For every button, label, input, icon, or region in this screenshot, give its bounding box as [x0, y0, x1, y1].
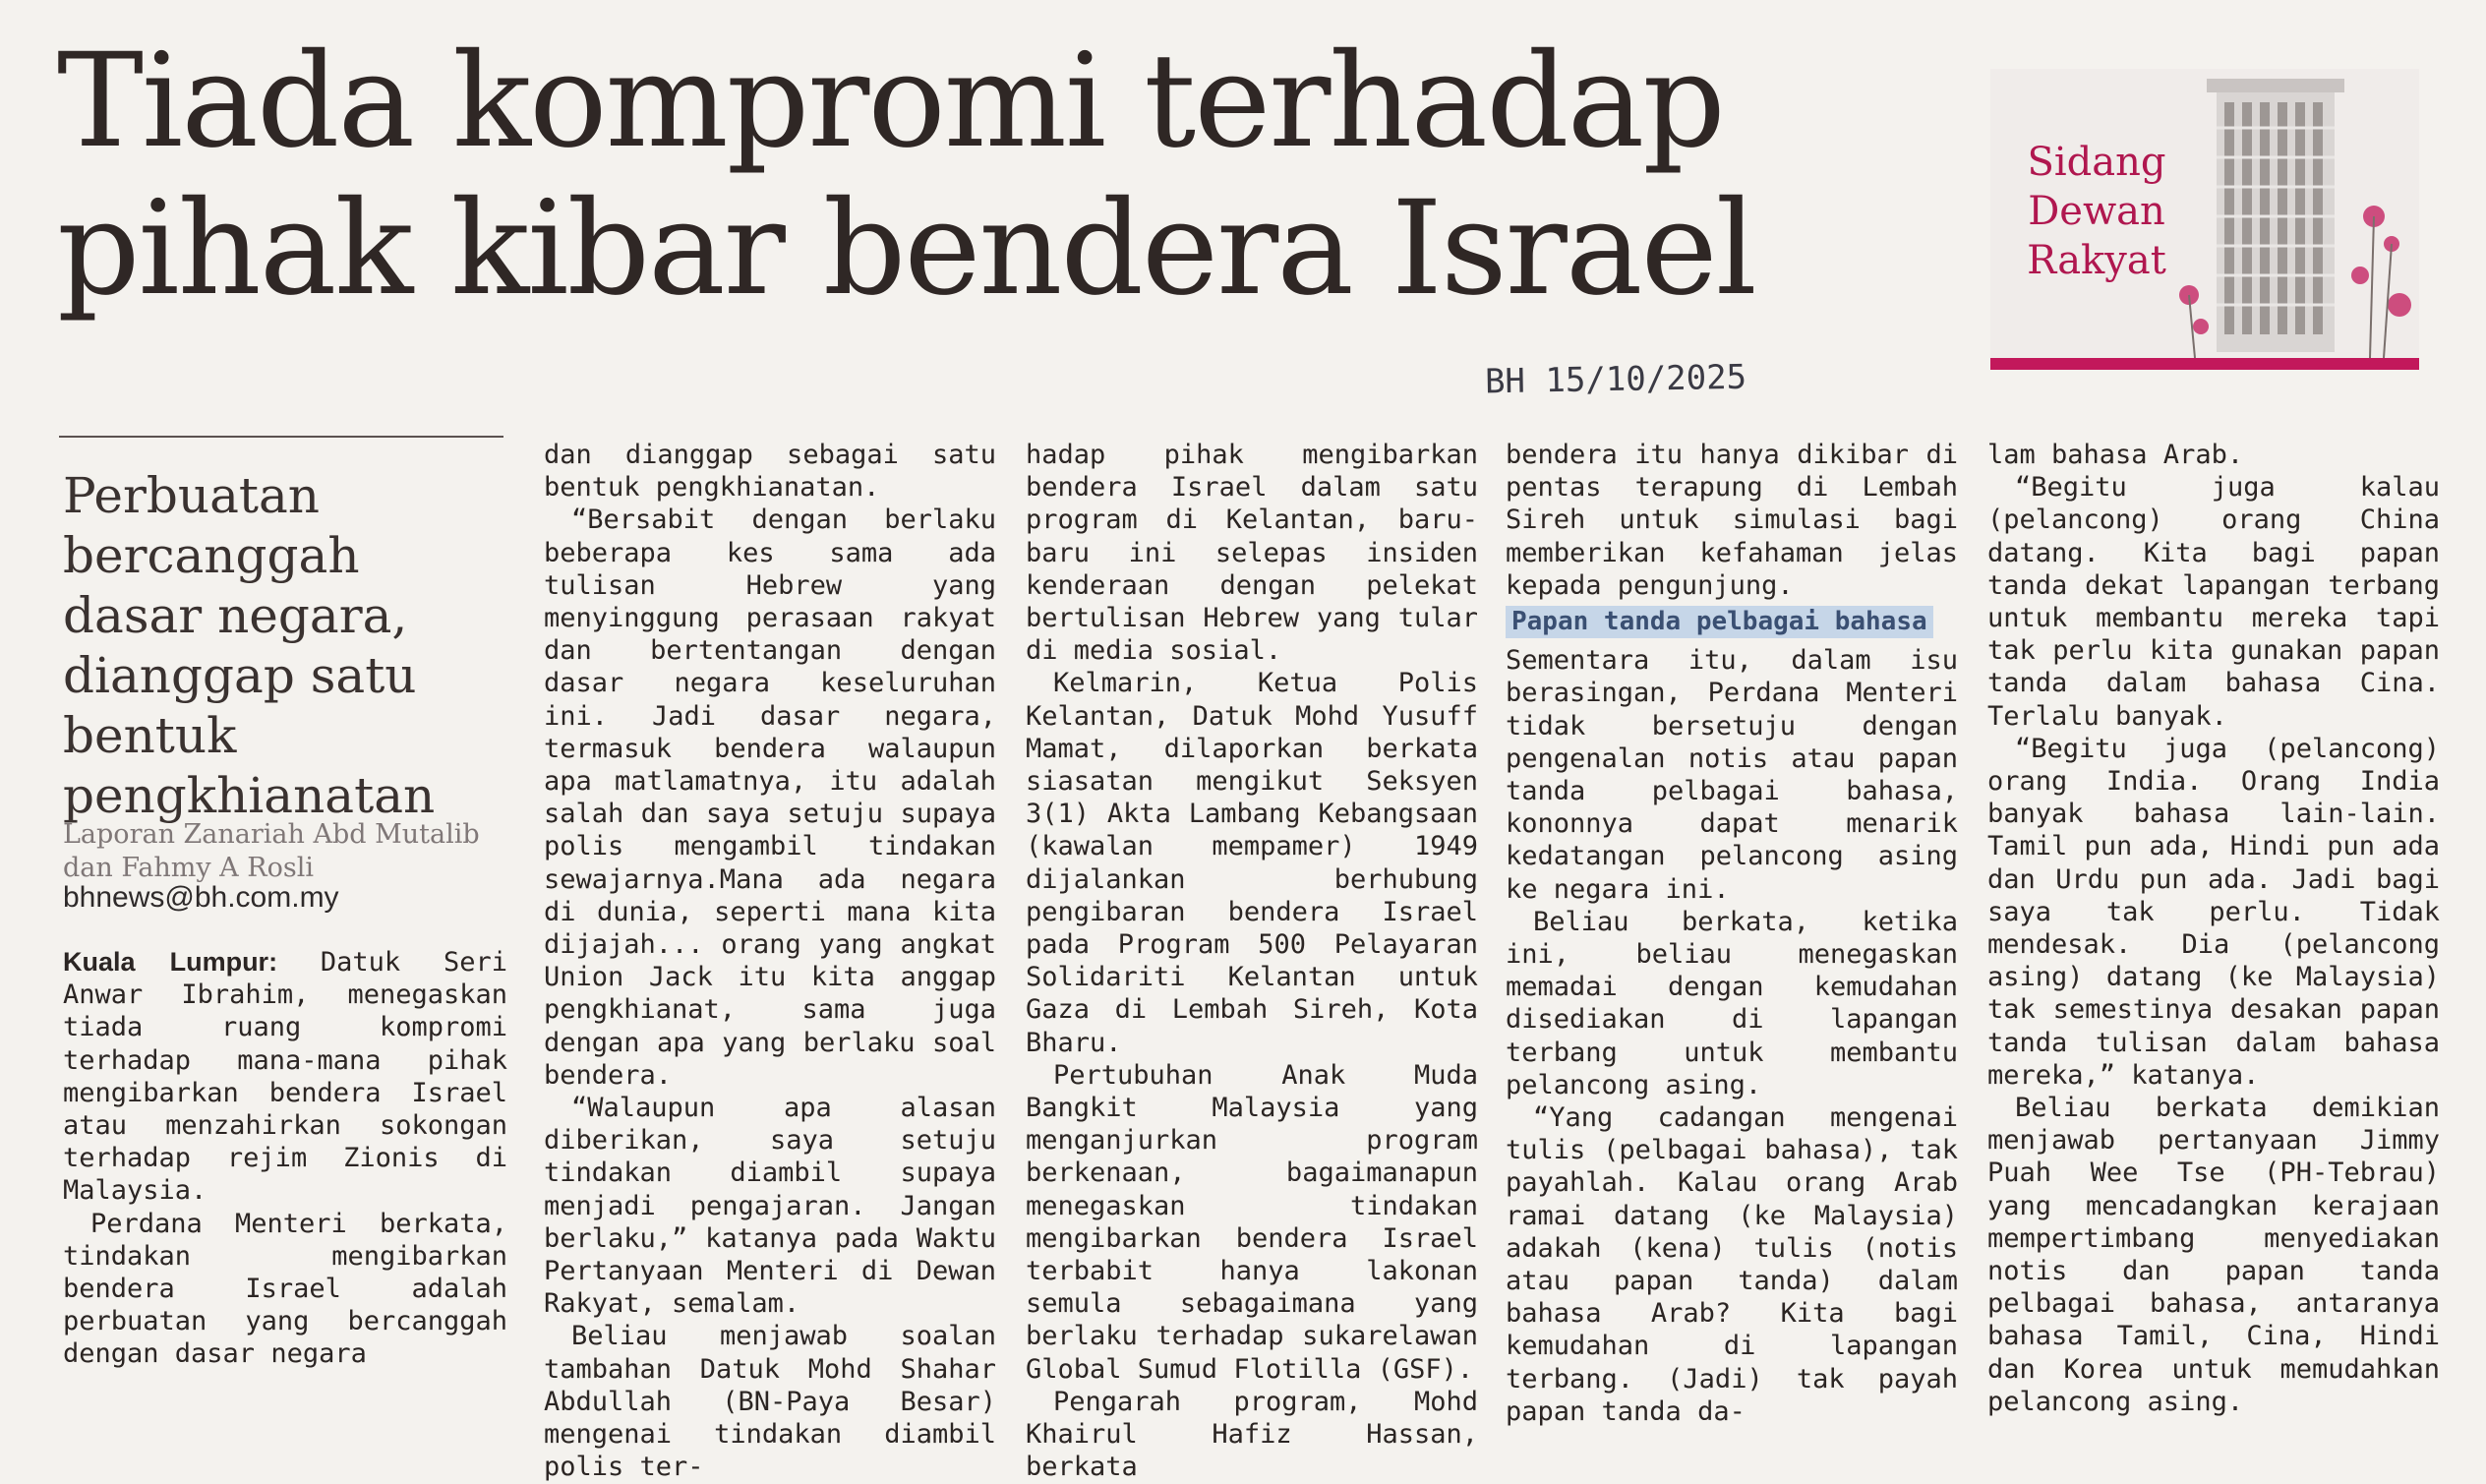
headline [57, 28, 1984, 323]
byline-email: bhnews@bh.com.my [63, 881, 339, 914]
section-badge-underline [1990, 358, 2419, 370]
article-paragraph: Pertubuhan Anak Muda Bangkit Malaysia yang menganjurkan program berkenaan, bagaimanapun menegaskan tindakan mengibarkan bendera Israel terbabit hanya lakonan semula sebagaimana yang berlaku terhadap sukarelawan Global Sumud Flotilla (GSF). [1026, 1059, 1478, 1385]
article-paragraph: “Bersabit dengan berlaku beberapa kes sama ada tulisan Hebrew yang menyinggung perasaan rakyat dan bertentangan dengan dasar negara keseluruhan ini. Jadi dasar negara, termasuk bendera walaupun apa matlamatnya, itu adalah salah dan saya setuju supaya polis mengambil tindakan sewajarnya.Mana ada negara di dunia, seperti mana kita dijajah... orang yang angkat Union Jack itu kita anggap pengkhianat, sama juga dengan apa yang berlaku soal bendera. [544, 505, 996, 1091]
article-paragraph: Beliau menjawab soalan tambahan Datuk Mohd Shahar Abdullah (BN-Paya Besar) mengenai tindakan diambil polis ter- [544, 1321, 996, 1483]
article-paragraph: “Walaupun apa alasan diberikan, saya setuju tindakan diambil supaya menjadi pengajaran. Jangan berlaku,” katanya pada Waktu Pertanyaan Menteri di Dewan Rakyat, semalam. [544, 1093, 996, 1320]
section-badge-line-2: Dewan [2028, 189, 2165, 234]
article-paragraph: dan dianggap sebagai satu bentuk pengkhianatan. [544, 440, 996, 504]
section-subhead: Papan tanda pelbagai bahasa [1506, 606, 1933, 638]
article-paragraph: Perdana Menteri berkata, tindakan mengibarkan bendera Israel adalah perbuatan yang bercanggah dengan dasar negara [63, 1208, 507, 1370]
article-column-4 [1506, 439, 1958, 1428]
paragraph-text: Datuk Seri Anwar Ibrahim, menegaskan tiada ruang kompromi terhadap mana-mana pihak mengibarkan bendera Israel atau menzahirkan sokongan terhadap rejim Zionis di Malaysia. [63, 947, 507, 1207]
handwritten-date-note: BH 15/10/2025 [1484, 357, 1747, 402]
deck-divider [59, 436, 503, 438]
article-paragraph: lam bahasa Arab. [1987, 440, 2244, 470]
article-paragraph: Pengarah program, Mohd Khairul Hafiz Hassan, berkata [1026, 1386, 1478, 1483]
article-paragraph: Sementara itu, dalam isu berasingan, Perdana Menteri tidak bersetuju dengan pengenalan notis atau papan tanda pelbagai bahasa, kononnya dapat menarik kedatangan pelancong asing ke negara ini. [1506, 645, 1958, 905]
article-column-3 [1026, 439, 1478, 1484]
article-paragraph: hadap pihak mengibarkan bendera Israel dalam satu program di Kelantan, baru-baru ini selepas insiden kenderaan dengan pelekat bertulisan Hebrew yang tular di media sosial. [1026, 440, 1478, 667]
article-paragraph: Kelmarin, Ketua Polis Kelantan, Datuk Mohd Yusuff Mamat, dilaporkan berkata siasatan mengikut Seksyen 3(1) Akta Lambang Kebangsaan (kawalan mempamer) 1949 dijalankan berhubung pengibaran bendera Israel pada Program 500 Pelayaran Solidariti Kelantan untuk Gaza di Lembah Sireh, Kota Bharu. [1026, 668, 1478, 1058]
section-badge-line-1: Sidang [2027, 140, 2166, 185]
section-badge [1990, 69, 2419, 370]
article-paragraph: Beliau berkata, ketika ini, beliau menegaskan memadai dengan kemudahan disediakan di lapangan terbang untuk membantu pelancong asing. [1506, 906, 1958, 1100]
article-paragraph: bendera itu hanya dikibar di pentas terapung di Lembah Sireh untuk simulasi bagi memberikan kefahaman jelas kepada pengunjung. [1506, 440, 1958, 601]
headline-line-2: pihak kibar bendera Israel [57, 173, 1755, 325]
article-column-5 [1987, 439, 2440, 1418]
byline-line-1: Laporan Zanariah Abd Mutalib [63, 819, 480, 850]
dateline: Kuala Lumpur: [63, 947, 278, 977]
article-paragraph: Beliau berkata demikian menjawab pertanyaan Jimmy Puah Wee Tse (PH-Tebrau) yang mencadangkan kerajaan mempertimbang menyediakan notis dan papan tanda pelbagai bahasa, antaranya bahasa Tamil, Cina, Hindi dan Korea untuk memudahkan pelancong asing. [1987, 1093, 2440, 1417]
article-paragraph: “Begitu juga kalau (pelancong) orang China datang. Kita bagi papan tanda dekat lapangan terbang untuk membantu mereka tapi tak perlu kita gunakan papan tanda dalam bahasa Cina. Terlalu banyak. [1987, 472, 2440, 732]
article-column-1 [63, 946, 507, 1371]
section-badge-label [2008, 138, 2185, 285]
parliament-building-icon [2177, 69, 2419, 358]
article-paragraph [63, 946, 507, 1208]
article-column-2 [544, 439, 996, 1484]
article-paragraph: “Begitu juga (pelancong) orang India. Orang India banyak bahasa lain-lain. Tamil pun ada, Hindi pun ada dan Urdu pun ada. Jadi bagi saya tak perlu. Tidak mendesak. Dia (pelancong asing) datang (ke Malaysia) tak semestinya desakan papan tanda tulisan dalam bahasa mereka,” katanya. [1987, 733, 2440, 1091]
deck-subheadline: Perbuatan bercanggah dasar negara, dianggap satu bentuk pengkhianatan [63, 467, 436, 824]
byline [63, 818, 505, 885]
section-badge-line-3: Rakyat [2027, 238, 2166, 283]
headline-line-1: Tiada kompromi terhadap [57, 26, 1724, 177]
byline-line-2: dan Fahmy A Rosli [63, 853, 314, 883]
article-paragraph: “Yang cadangan mengenai tulis (pelbagai bahasa), tak payahlah. Kalau orang Arab ramai datang (ke Malaysia) adakah (kena) tulis (notis atau papan tanda) dalam bahasa Arab? Kita bagi kemudahan di lapangan terbang. (Jadi) tak payah papan tanda da- [1506, 1102, 1958, 1427]
